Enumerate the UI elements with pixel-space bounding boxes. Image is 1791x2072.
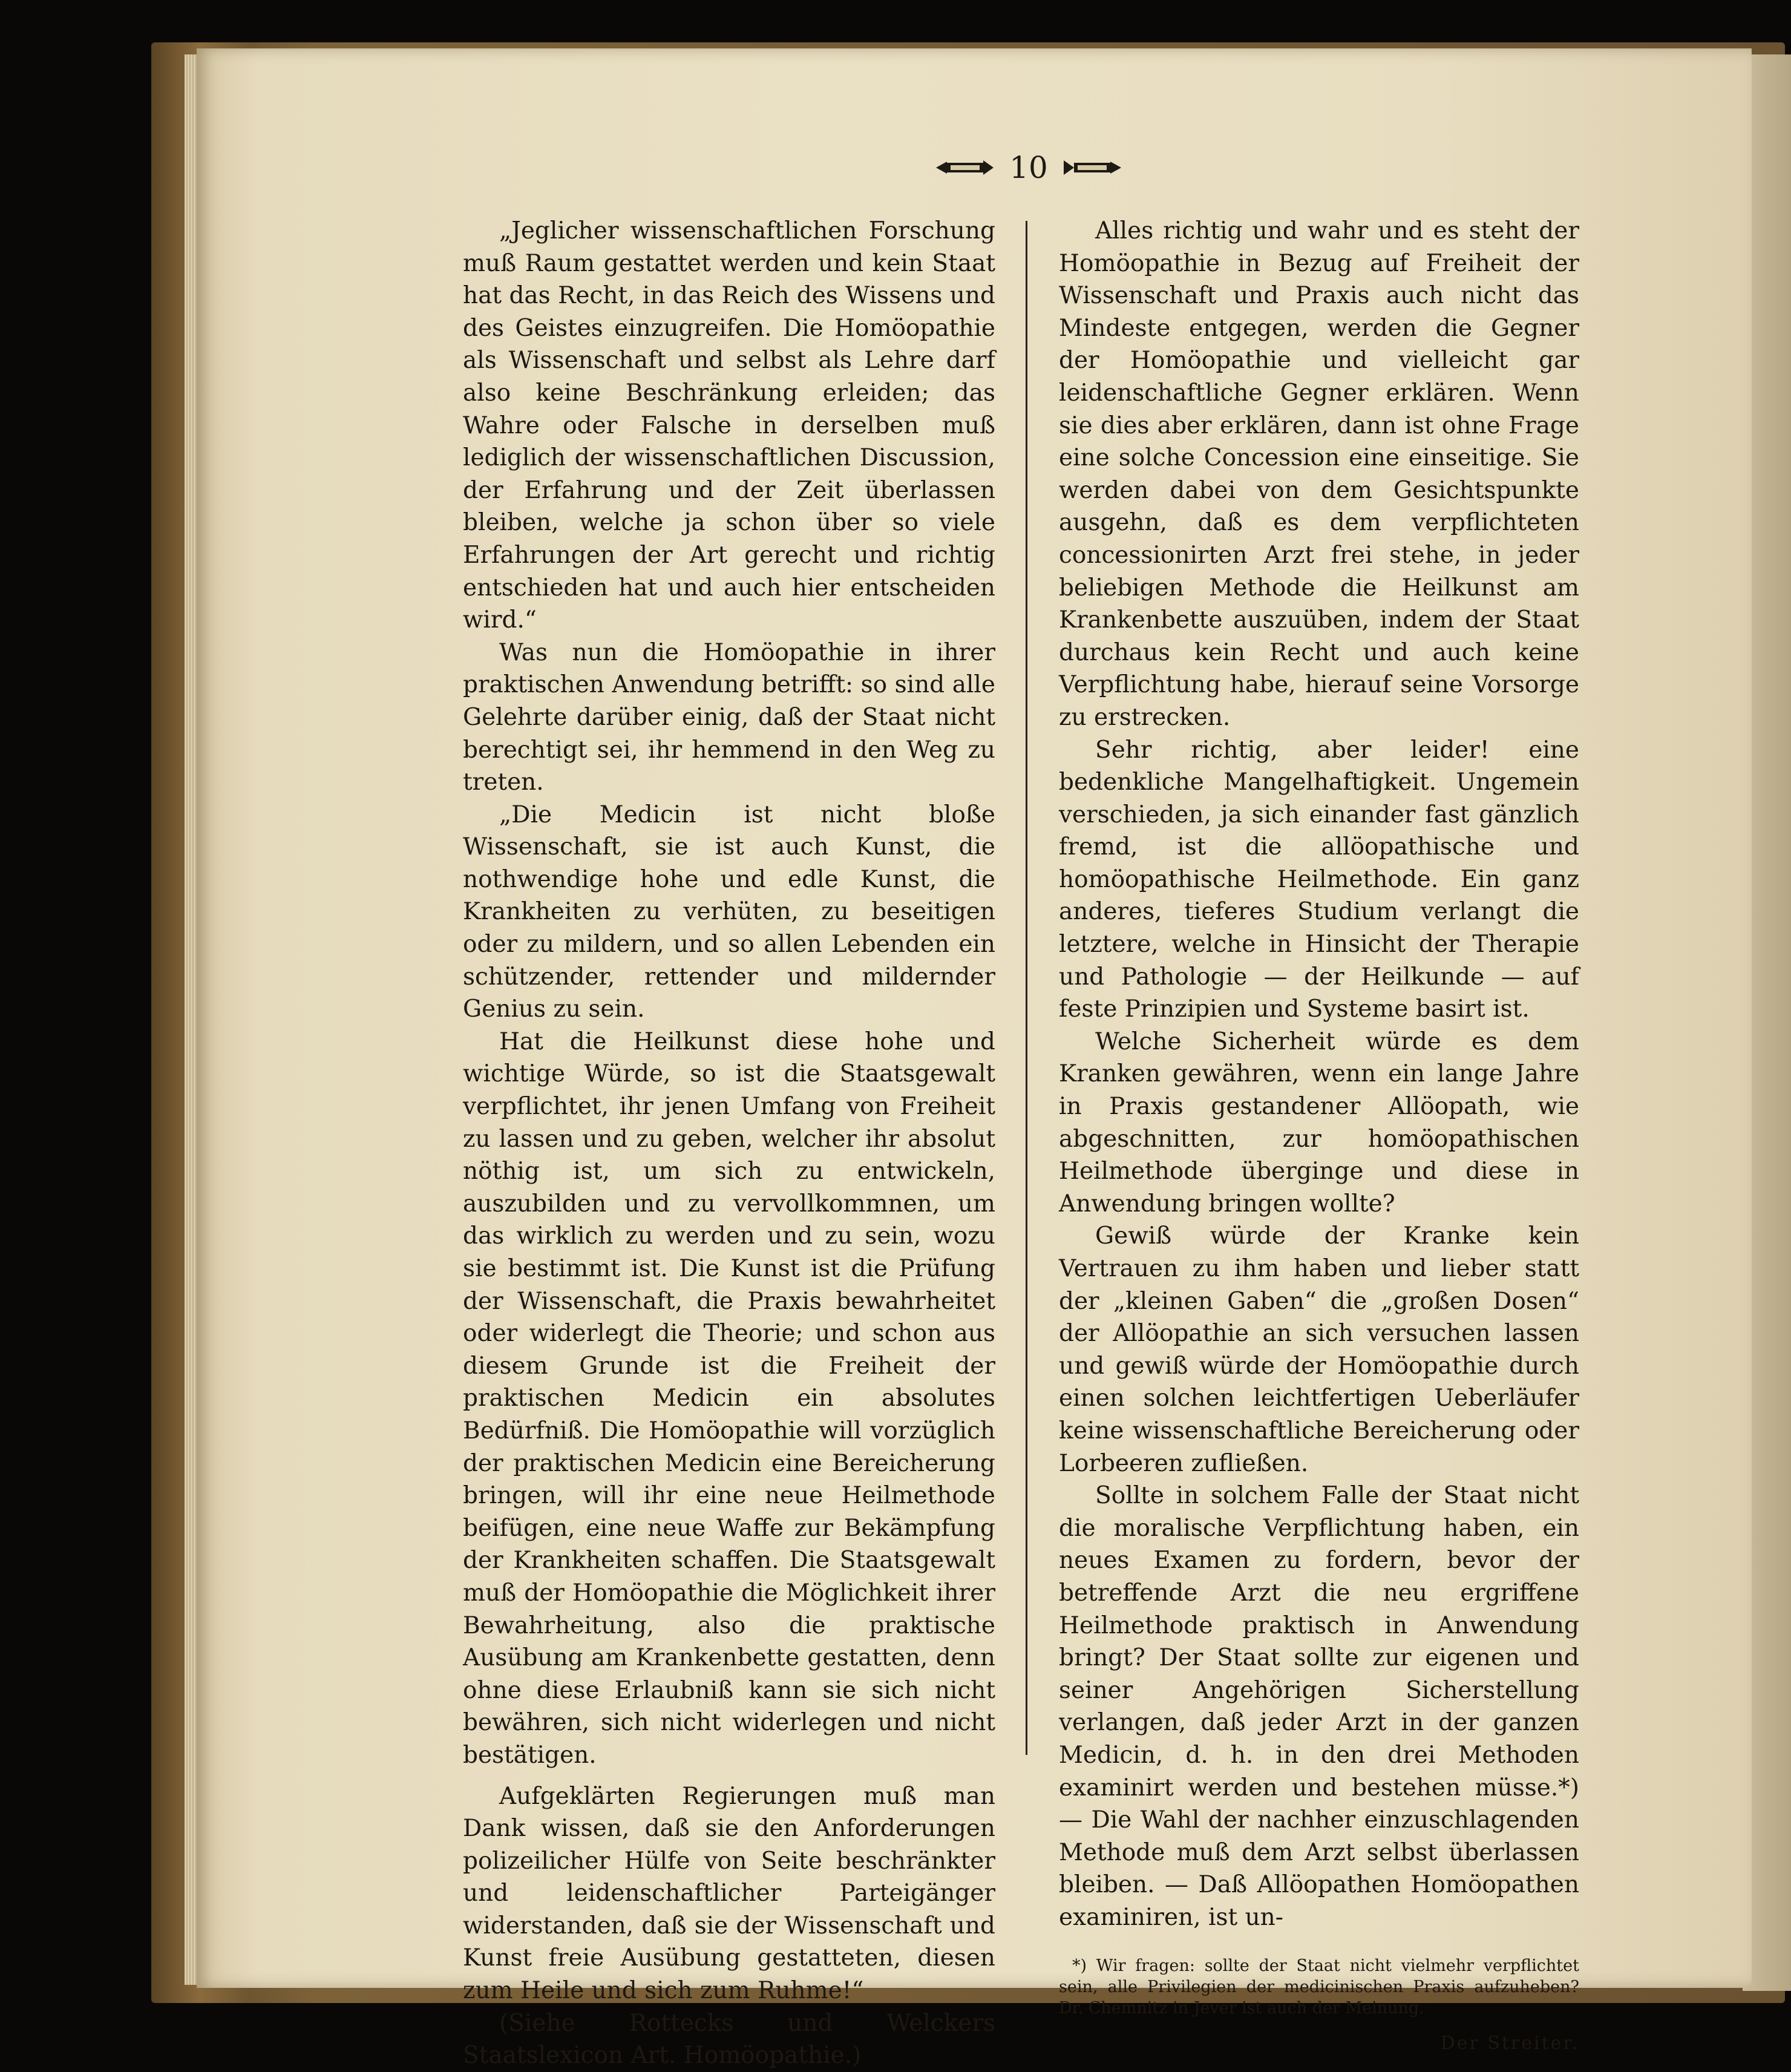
ornament-right-icon — [1064, 157, 1121, 179]
paragraph: Welche Sicherheit würde es dem Kranken gewähren, wenn ein lange Jahre in Praxis gestandener Allöopath, wie abgeschnitten, zur homöopathischen Heilmethode überginge und diese in Anwendung bringen wollte? — [1059, 1028, 1579, 1218]
signature: Der Streiter. — [1440, 2033, 1579, 2054]
page-header — [920, 146, 1138, 189]
column-divider — [1026, 221, 1027, 1755]
citation: (Siehe Rottecks und Welckers Staatslexicon Art. Homöopathie.) — [463, 2009, 995, 2070]
page-stack-edge — [185, 54, 198, 1985]
ornament-left-icon — [936, 157, 994, 179]
paragraph: „Die Medicin ist nicht bloße Wissenschaft, sie ist auch Kunst, die nothwendige hohe und edle Kunst, die Krankheiten zu verhüten, zu beseitigen oder zu mildern, und so allen Lebenden ein schützender, rettender und mildernder Genius zu sein. — [463, 801, 995, 1023]
paragraph: Hat die Heilkunst diese hohe und wichtige Würde, so ist die Staatsgewalt verpflichtet, ihr jenen Umfang von Freiheit zu lassen und zu geben, welcher ihr absolut nöthig ist, um sich zu entwickeln, auszubilden und zu vervollkommnen, um das wirklich zu werden und zu sein, wozu sie bestimmt ist. Die Kunst ist die Prüfung der Wissenschaft, die Praxis bewahrheitet oder widerlegt die Theorie; und schon aus diesem Grunde ist die Freiheit der praktischen Medicin ein absolutes Bedürfniß. Die Homöopathie will vorzüglich der praktischen Medicin eine Bereicherung bringen, will ihr eine neue Heilmethode beifügen, eine neue Waffe zur Bekämpfung der Krankheiten schaffen. Die Staatsgewalt muß der Homöopathie die Möglichkeit ihrer Bewahrheitung, also die praktische Ausübung am Krankenbette gestatten, denn ohne diese Erlaubniß kann sie sich nicht bewähren, sich nicht widerlegen und nicht bestätigen. — [463, 1028, 995, 1769]
paragraph: Was nun die Homöopathie in ihrer praktischen Anwendung betrifft: so sind alle Gelehrte darüber einig, daß der Staat nicht berechtigt sei, ihr hemmend in den Weg zu treten. — [463, 638, 995, 796]
paragraph: Gewiß würde der Kranke kein Vertrauen zu ihm haben und lieber statt der „kleinen Gaben“ die „großen Dosen“ der Allöopathie an sich versuchen lassen und gewiß würde der Homöopathie durch einen solchen leichtfertigen Ueberläufer keine wissenschaftliche Bereicherung oder Lorbeeren zufließen. — [1059, 1222, 1579, 1477]
page-number: 10 — [1009, 150, 1048, 185]
paragraph: Alles richtig und wahr und es steht der Homöopathie in Bezug auf Freiheit der Wissenschaft und Praxis auch nicht das Mindeste entgegen, werden die Gegner der Homöopathie und vielleicht gar leidenschaftliche Gegner erklären. Wenn sie dies aber erklären, dann ist ohne Frage eine solche Concession eine einseitige. Sie werden dabei von dem Gesichtspunkte ausgehn, daß es dem verpflichteten concessionirten Arzt frei stehe, in jeder beliebigen Methode die Heilkunst am Krankenbette auszuüben, indem der Staat durchaus kein Recht und auch keine Verpflichtung habe, hierauf seine Vorsorge zu erstrecken. — [1059, 217, 1579, 731]
paragraph: Aufgeklärten Regierungen muß man Dank wissen, daß sie den Anforderungen polizeilicher Hülfe von Seite beschränkter und leidenschaftlicher Parteigänger widerstanden, daß sie der Wissenschaft und Kunst freie Ausübung gestatteten, diesen zum Heile und sich zum Ruhme!“ — [463, 1782, 995, 2005]
paragraph: Sehr richtig, aber leider! eine bedenkliche Mangelhaftigkeit. Ungemein verschieden, ja sich einander fast gänzlich fremd, ist die allöopathische und homöopathische Heilmethode. Ein ganz anderes, tieferes Studium verlangt die letztere, welche in Hinsicht der Therapie und Pathologie — der Heilkunde — auf feste Prinzipien und Systeme basirt ist. — [1059, 736, 1579, 1023]
right-column — [1059, 215, 1579, 2060]
left-column — [463, 215, 995, 2072]
paragraph: Sollte in solchem Falle der Staat nicht die moralische Verpflichtung haben, ein neues Examen zu fordern, bevor der betreffende Arzt die neu ergriffene Heilmethode praktisch in Anwendung bringt? Der Staat sollte zur eigenen und seiner Angehörigen Sicherstellung verlangen, daß jeder Arzt in der ganzen Medicin, d. h. in den drei Methoden examinirt werden und bestehen müsse.*) — Die Wahl der nachher einzuschlagenden Methode muß dem Arzt selbst überlassen bleiben. — Daß Allöopathen Homöopathen examiniren, ist un- — [1059, 1482, 1579, 1931]
paragraph: „Jeglicher wissenschaftlichen Forschung muß Raum gestattet werden und kein Staat hat das Recht, in das Reich des Wissens und des Geistes einzugreifen. Die Homöopathie als Wissenschaft und selbst als Lehre darf also keine Beschränkung erleiden; das Wahre oder Falsche in derselben muß lediglich der wissenschaftlichen Discussion, der Erfahrung und der Zeit überlassen bleiben, welche ja schon über so viele Erfahrungen der Art gerecht und richtig entschieden hat und auch hier entscheiden wird.“ — [463, 217, 995, 634]
footnote: *) Wir fragen: sollte der Staat nicht vielmehr verpflichtet sein, alle Privilegien der medicinischen Praxis aufzuheben? Dr. Chemnitz in Jever ist auch der Meinung. — [1059, 1956, 1579, 2018]
